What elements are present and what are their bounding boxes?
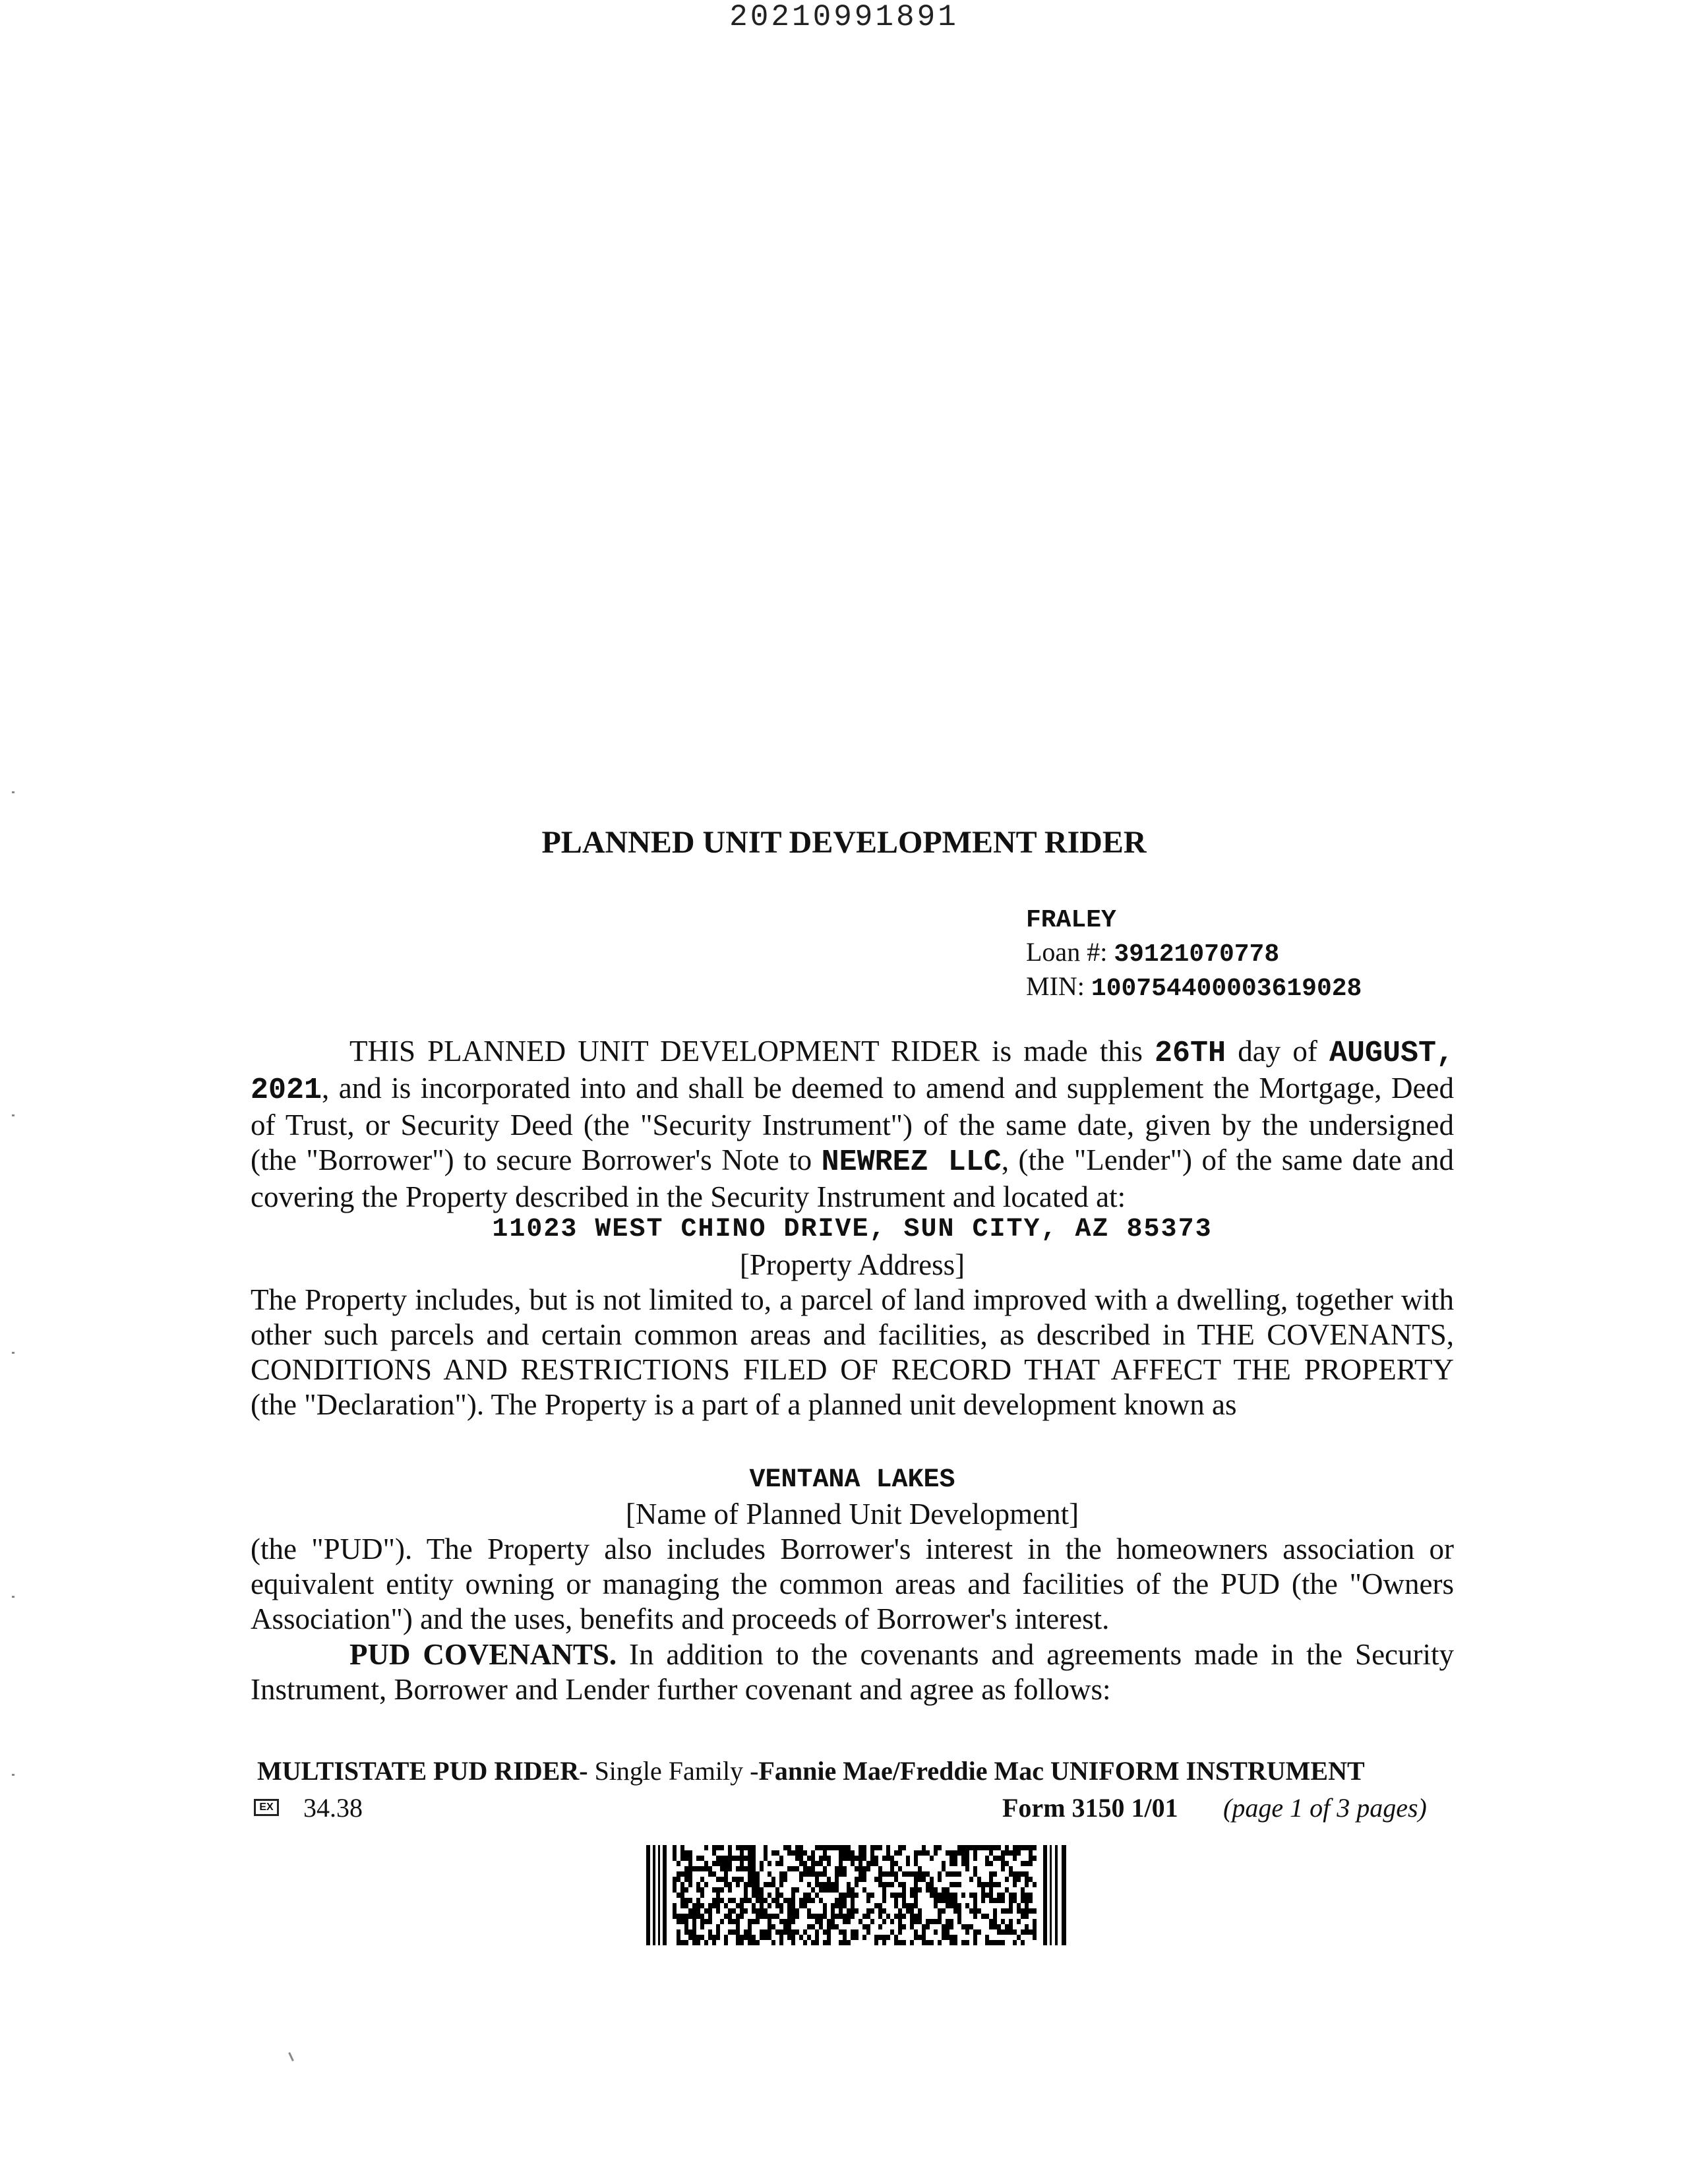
page-info: (page 1 of 3 pages) xyxy=(1223,1793,1427,1823)
intro-text-4: , (the "Lender") of the same date and covering the Property described in the Security Instrument and located at: xyxy=(251,1143,1454,1213)
borrower-name: FRALEY xyxy=(1026,906,1116,934)
loan-number-label: Loan #: xyxy=(1026,937,1114,967)
scan-speck xyxy=(12,1352,15,1354)
min-number: 100754400003619028 xyxy=(1091,975,1362,1003)
covenants-text: In addition to the covenants and agreements made in the Security Instrument, Borrower and Lender further covenant and agree as follows: xyxy=(251,1638,1455,1706)
scan-speck xyxy=(12,1596,15,1598)
rider-month: AUGUST, xyxy=(1329,1037,1454,1070)
footer-rider-name: MULTISTATE PUD RIDER- xyxy=(257,1756,588,1786)
pud-name-label: [Name of Planned Unit Development] xyxy=(625,1498,1079,1531)
pud-name: VENTANA LAKES xyxy=(749,1465,955,1495)
ex-logo-icon: EX xyxy=(254,1799,279,1816)
form-number: Form 3150 1/01 xyxy=(1002,1793,1178,1823)
rider-day: 26TH xyxy=(1155,1037,1226,1070)
barcode-image xyxy=(646,1845,1068,1945)
pud-paragraph: (the "PUD"). The Property also includes Borrower's interest in the homeowners association or equivalent entity owning or managing the common areas and facilities of the PUD (the "Owners Association") and the uses, benefits and proceeds of Borrower's interest. xyxy=(251,1532,1454,1635)
footer-family-type: Single Family - xyxy=(588,1756,759,1786)
footer-form-title xyxy=(257,1755,1365,1786)
intro-text-2: day of xyxy=(1226,1035,1329,1068)
footer-form-row xyxy=(251,1792,1454,1825)
scan-speck xyxy=(12,791,15,793)
loan-number: 39121070778 xyxy=(1114,940,1280,969)
form-version: 34.38 xyxy=(303,1793,363,1823)
min-number-line xyxy=(1026,971,1362,1005)
intro-text-3: , and is incorporated into and shall be deemed to amend and supplement the Mortgage, Deed of Trust, or Security Deed (the "Security Instrument") of the same date, given by the undersigned (the "Borrower") to secure Borrower's Note to xyxy=(251,1072,1454,1176)
intro-text-1: THIS PLANNED UNIT DEVELOPMENT RIDER is made this xyxy=(349,1035,1155,1068)
property-address-label: [Property Address] xyxy=(739,1248,965,1281)
property-address: 11023 WEST CHINO DRIVE, SUN CITY, AZ 85373 xyxy=(492,1215,1213,1244)
intro-paragraph xyxy=(251,1034,1454,1215)
covenants-heading: PUD COVENANTS. xyxy=(349,1638,617,1671)
loan-info-block xyxy=(1026,905,1362,1005)
lender-name: NEWREZ LLC xyxy=(821,1145,1002,1179)
scan-speck xyxy=(12,1774,15,1776)
document-title: PLANNED UNIT DEVELOPMENT RIDER xyxy=(541,825,1147,860)
scan-speck xyxy=(288,2052,294,2061)
property-paragraph: The Property includes, but is not limited to, a parcel of land improved with a dwelling, together with other such parcels and certain common areas and facilities, as described in THE COVENANTS, CONDITIONS AND RESTRICTIONS FILED OF RECORD THAT AFFECT THE PROPERTY (the "Declaration"). The Property is a part of a planned unit development known as xyxy=(251,1283,1454,1421)
footer-instrument: Fannie Mae/Freddie Mac UNIFORM INSTRUMENT xyxy=(758,1756,1365,1786)
recording-number: 20210991891 xyxy=(729,0,959,34)
covenants-paragraph xyxy=(251,1637,1454,1707)
scan-speck xyxy=(12,1114,15,1116)
rider-year: 2021 xyxy=(251,1074,322,1107)
min-number-label: MIN: xyxy=(1026,971,1091,1001)
loan-number-line xyxy=(1026,936,1362,971)
